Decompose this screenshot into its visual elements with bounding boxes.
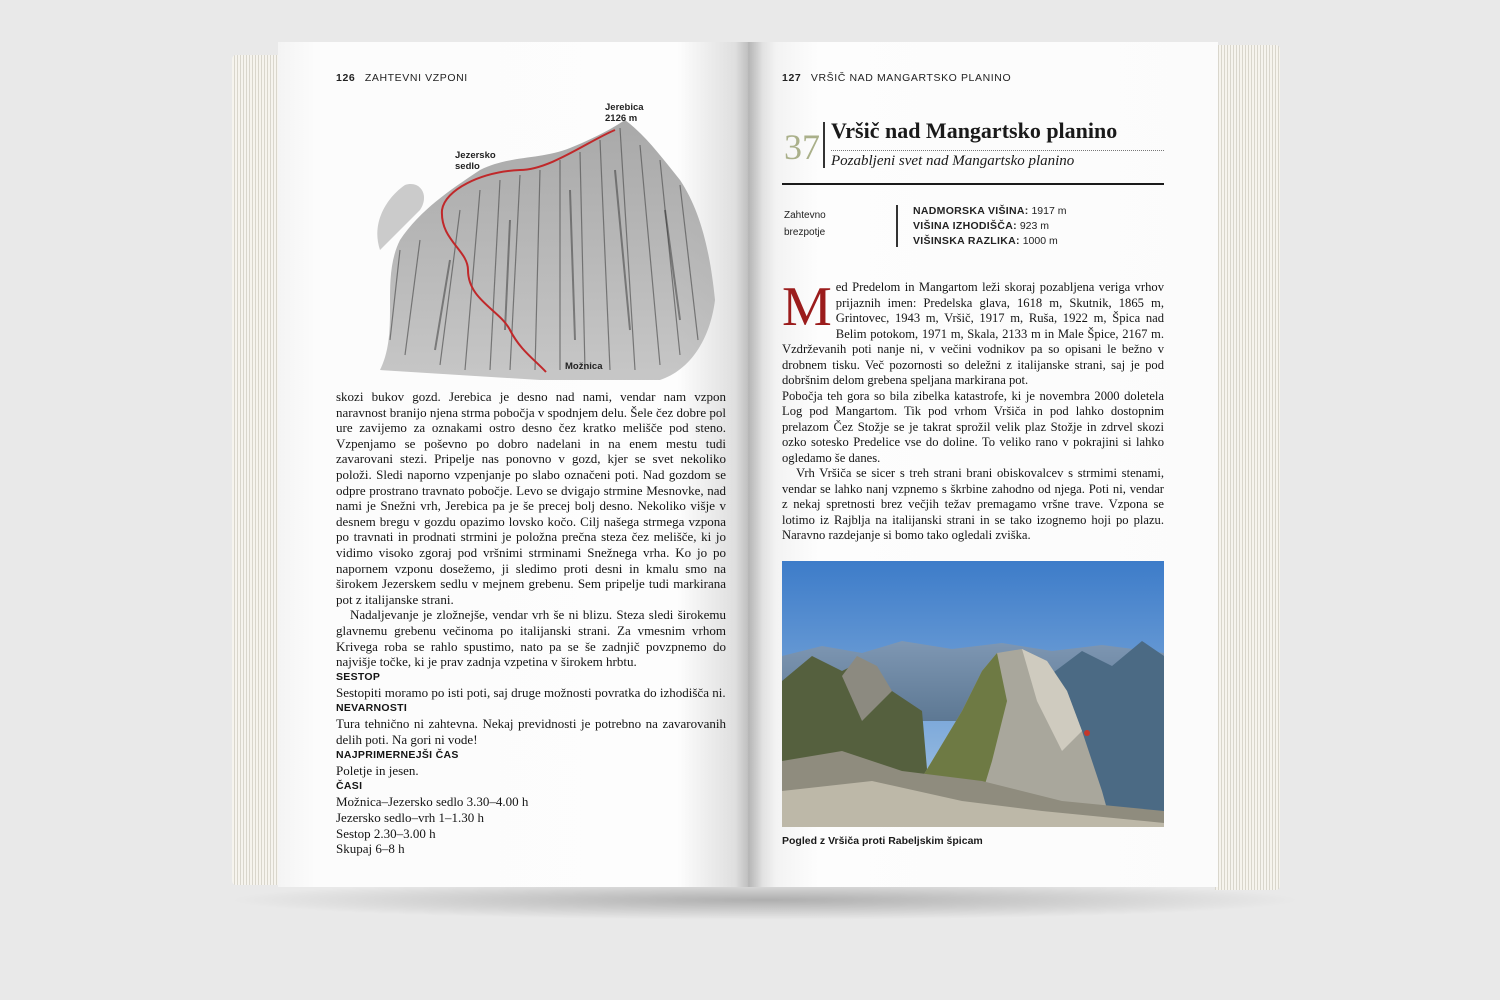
page-edges-left	[232, 55, 282, 885]
running-head-left	[336, 72, 468, 84]
section-heading-nevarnosti: NEVARNOSTI	[336, 701, 408, 714]
right-paragraph-3: Vrh Vršiča se sicer s treh strani brani obiskovalcev s strmimi stenami, vendar se lahko nanj vzpnemo s škrbine zahodno od njega. Poti ni, vendar z nekaj spretnosti brez večjih težav premagamo vršne trave. Vzpona se lotimo iz Rajbljа na italijanski strani in se tako izognemo hoji po plazu. Naravno razdejanje si bomo tako ogledali zviška.	[782, 466, 1164, 542]
running-head-left-title: ZAHTEVNI VZPONI	[364, 72, 468, 84]
saddle-label	[455, 150, 496, 172]
header-rule	[782, 183, 1164, 185]
stat-label: NADMORSKA VIŠINA:	[913, 205, 1029, 217]
left-body-text	[336, 389, 726, 857]
right-paragraph-2: Pobočja teh gora so bila zibelka katastrofe, ki je novembra 2000 doletela Log pod Mangartom. Tik pod vrhom Vršiča in pod lahko dostopnim prelazom Čez Stožje se je takrat sprožil velik plaz Stožje in zdrvel skozi ozko sotesko Predelice vse do doline. To veliko rano v pokrajini si lahko ogledamo še danes.	[782, 388, 1164, 465]
section-text-cas: Poletje in jesen.	[336, 763, 419, 779]
stat-value: 1000 m	[1022, 235, 1058, 247]
left-paragraph-2: Nadaljevanje je zložnejše, vendar vrh še ni blizu. Steza sledi širokemu glavnemu grebenu večinoma po italijanski strani. Za vmesnim vrhom Krivega roba se rahlo spustimo, nato pa se še zadnjič povzpnemo do najvišje točke, ki je prav zadnja vzpetina v širokem hrbtu.	[336, 607, 726, 670]
section-text-sestop: Sestopiti moramo po isti poti, saj druge možnosti povratka do izhodišča ni.	[336, 685, 726, 701]
saddle-name-line2: sedlo	[455, 161, 480, 172]
time-line: Jezersko sedlo–vrh 1–1.30 h	[336, 810, 485, 826]
saddle-name-line1: Jezersko	[455, 150, 496, 161]
stat-value: 923 m	[1019, 220, 1049, 232]
page-number-right: 127	[782, 72, 802, 84]
start-label: Možnica	[565, 361, 603, 372]
peak-elevation: 2126 m	[605, 113, 638, 124]
right-body-text	[782, 276, 1164, 544]
stat-value: 1917 m	[1031, 205, 1067, 217]
photo-caption: Pogled z Vršiča proti Rabeljskim špicam	[782, 835, 983, 847]
chapter-divider	[823, 122, 825, 168]
time-line: Skupaj 6–8 h	[336, 841, 405, 857]
right-paragraph-1	[782, 276, 1164, 389]
running-head-right-title: VRŠIČ NAD MANGARTSKO PLANINO	[810, 72, 1012, 84]
right-paragraph-1-text: ed Predelom in Mangartom leži skoraj pozabljena veriga vrhov prijaznih imen: Predelska glava, 1618 m, Skutnik, 1865 m, Grintovec, 1943 m, Vršič, 1917 m, Ruša, 1922 m, Špica nad Belim potokom, 1971 m, Skala, 2133 m in Male Špice, 2167 m. Vzdrževanih poti nanje ni, v večini vodnikov pa so opisani le bežno v drobnem tisku. Več pozornosti so deležni z italijanske strani, saj je pod dobršnim delom grebena speljana markirana pot.	[782, 280, 1164, 387]
time-line: Sestop 2.30–3.00 h	[336, 825, 436, 841]
section-heading-cas: NAJPRIMERNEJŠI ČAS	[336, 748, 459, 761]
drop-cap: M	[782, 276, 832, 338]
peak-name: Jerebica	[605, 102, 644, 113]
section-heading-casi: ČASI	[336, 779, 363, 792]
time-line: Možnica–Jezersko sedlo 3.30–4.00 h	[336, 794, 529, 810]
page-edges-right	[1215, 45, 1280, 890]
landscape-photo-image	[782, 561, 1164, 827]
stat-row	[913, 219, 1067, 234]
stat-row	[913, 234, 1067, 249]
section-heading-sestop: SESTOP	[336, 670, 381, 683]
stat-label: VIŠINSKA RAZLIKA:	[913, 235, 1020, 247]
section-text-nevarnosti: Tura tehnično ni zahtevna. Nekaj previdnosti je potrebno na zavarovanih delih poti. Na gori ni vode!	[336, 716, 726, 748]
book-gutter	[735, 42, 763, 887]
chapter-subtitle: Pozabljeni svet nad Mangartsko planino	[831, 153, 1075, 169]
info-divider	[896, 205, 898, 247]
running-head-right	[782, 72, 1011, 84]
mountain-photo	[782, 561, 1164, 827]
difficulty-line2: brezpotje	[784, 227, 826, 238]
title-dotted-rule	[831, 150, 1164, 151]
mountain-sketch-drawing	[360, 100, 720, 390]
difficulty-label	[784, 207, 874, 241]
elevation-stats	[913, 204, 1067, 249]
difficulty-line1: Zahtevno	[784, 210, 826, 221]
stat-row	[913, 204, 1067, 219]
route-sketch	[360, 100, 720, 390]
page-number-left: 126	[336, 72, 356, 84]
chapter-number: 37	[784, 127, 820, 167]
stat-label: VIŠINA IZHODIŠČA:	[913, 220, 1017, 232]
peak-label	[605, 102, 644, 124]
left-paragraph-1: skozi bukov gozd. Jerebica je desno nad nami, vendar nam vzpon naravnost branijo njena strma pobočja v spodnjem delu. Šele čez dobre pol ure zavijemo za oznakami ostro desno čez kratko melišče pod steno. Vzpenjamo se poševno po dobro nadelani in na enem mestu tudi zavarovani stezi. Pripelje nas ponovno v gozd, kjer se svet nekoliko položi. Sledi naporno vzpenjanje po slabo označeni poti. Nad gozdom se odpre prostrano travnato pobočje. Levo se dvigajo strmine Mesnovke, nad nami je Snežni vrh, Jerebica pa je še precej bolj desno. Nekoliko višje v desnem bregu v gozdu opazimo lovsko kočo. Cilj našega strmega vzpona po travnati in prodnati strmini je položna prečna steza čez melišče, ki jo vidimo visoko zgoraj pod vršnimi strminami Snežnega vrha. Ko jo po napornem vzponu dosežemo, ji sledimo proti desni in kmalu smo na širokem Jezerskem sedlu v mejnem grebenu. Sem pripelje tudi markirana pot z italijanske strani.	[336, 389, 726, 607]
chapter-title: Vršič nad Mangartsko planino	[831, 118, 1118, 143]
